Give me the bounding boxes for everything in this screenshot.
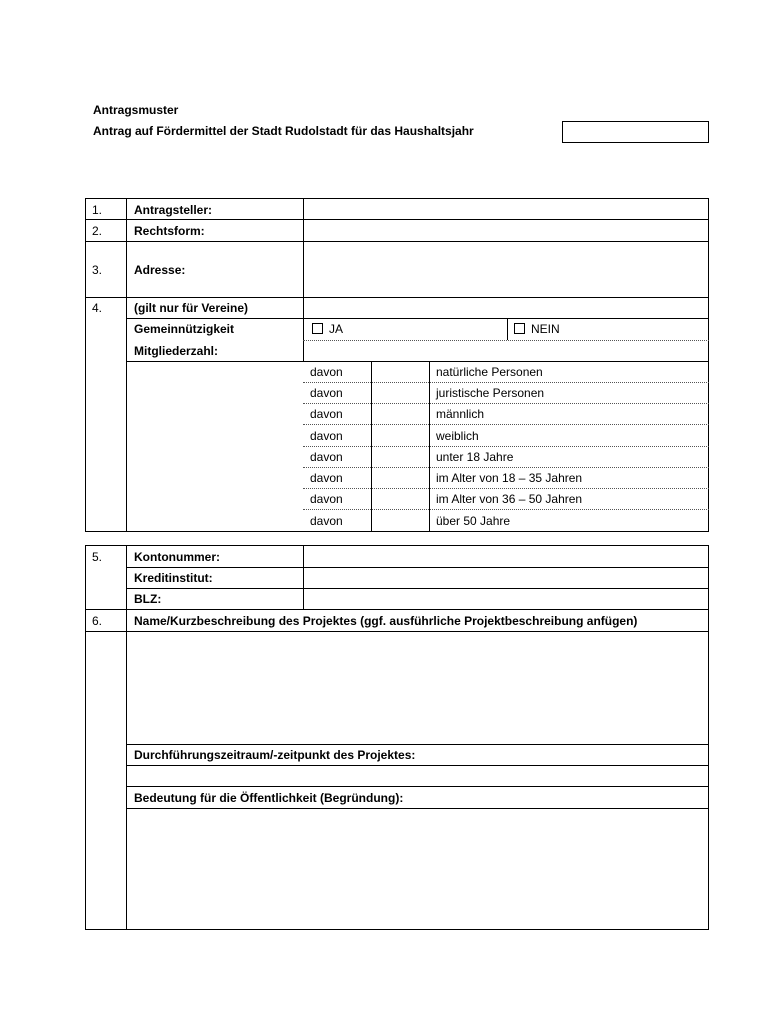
davon-count-input[interactable] bbox=[372, 510, 428, 530]
project-description-input[interactable] bbox=[127, 632, 708, 744]
associations-input[interactable] bbox=[304, 298, 708, 318]
davon-count-input[interactable] bbox=[372, 447, 428, 467]
associations-only-label: (gilt nur für Vereine) bbox=[134, 301, 249, 315]
row-number: 1. bbox=[92, 203, 103, 217]
account-number-input[interactable] bbox=[304, 546, 708, 567]
davon-description: im Alter von 36 – 50 Jahren bbox=[436, 492, 583, 506]
row-number: 5. bbox=[92, 550, 103, 564]
public-importance-label: Bedeutung für die Öffentlichkeit (Begründung): bbox=[134, 791, 404, 805]
nein-label: NEIN bbox=[531, 322, 560, 336]
blz-input[interactable] bbox=[304, 589, 708, 609]
davon-description: männlich bbox=[436, 407, 485, 421]
davon-count-input[interactable] bbox=[372, 489, 428, 509]
form-subtitle: Antrag auf Fördermittel der Stadt Rudolstadt für das Haushaltsjahr bbox=[93, 124, 474, 138]
davon-label: davon bbox=[310, 492, 343, 506]
davon-description: natürliche Personen bbox=[436, 365, 543, 379]
davon-count-input[interactable] bbox=[372, 404, 428, 424]
davon-description: im Alter von 18 – 35 Jahren bbox=[436, 471, 583, 485]
address-input[interactable] bbox=[304, 242, 708, 297]
form-title: Antragsmuster bbox=[93, 103, 179, 117]
legal-form-label: Rechtsform: bbox=[134, 224, 205, 238]
row-number: 2. bbox=[92, 224, 103, 238]
nein-checkbox[interactable] bbox=[514, 323, 525, 334]
public-importance-input[interactable] bbox=[127, 809, 708, 929]
davon-description: juristische Personen bbox=[436, 386, 545, 400]
davon-label: davon bbox=[310, 386, 343, 400]
davon-count-input[interactable] bbox=[372, 425, 428, 445]
year-input[interactable] bbox=[562, 121, 709, 143]
applicant-label: Antragsteller: bbox=[134, 203, 213, 217]
ja-label: JA bbox=[329, 322, 344, 336]
davon-description: weiblich bbox=[436, 429, 479, 443]
project-period-input[interactable] bbox=[127, 766, 708, 786]
legal-form-input[interactable] bbox=[304, 220, 708, 241]
account-number-label: Kontonummer: bbox=[134, 550, 220, 564]
davon-label: davon bbox=[310, 450, 343, 464]
davon-label: davon bbox=[310, 407, 343, 421]
address-label: Adresse: bbox=[134, 263, 186, 277]
ja-checkbox[interactable] bbox=[312, 323, 323, 334]
davon-count-input[interactable] bbox=[372, 468, 428, 488]
davon-label: davon bbox=[310, 514, 343, 528]
davon-label: davon bbox=[310, 365, 343, 379]
row-number: 6. bbox=[92, 614, 103, 628]
davon-description: über 50 Jahre bbox=[436, 514, 511, 528]
row-number: 3. bbox=[92, 263, 103, 277]
member-count-label: Mitgliederzahl: bbox=[134, 344, 219, 358]
bank-input[interactable] bbox=[304, 568, 708, 588]
member-count-input[interactable] bbox=[304, 341, 708, 361]
davon-label: davon bbox=[310, 471, 343, 485]
davon-label: davon bbox=[310, 429, 343, 443]
davon-count-input[interactable] bbox=[372, 383, 428, 403]
davon-description: unter 18 Jahre bbox=[436, 450, 514, 464]
row-number: 4. bbox=[92, 301, 103, 315]
applicant-input[interactable] bbox=[304, 199, 708, 219]
project-period-label: Durchführungszeitraum/-zeitpunkt des Projektes: bbox=[134, 748, 416, 762]
bank-label: Kreditinstitut: bbox=[134, 571, 213, 585]
non-profit-label: Gemeinnützigkeit bbox=[134, 322, 235, 336]
blz-label: BLZ: bbox=[134, 592, 162, 606]
project-description-label: Name/Kurzbeschreibung des Projektes (ggf. ausführliche Projektbeschreibung anfügen) bbox=[134, 614, 638, 628]
davon-count-input[interactable] bbox=[372, 362, 428, 382]
